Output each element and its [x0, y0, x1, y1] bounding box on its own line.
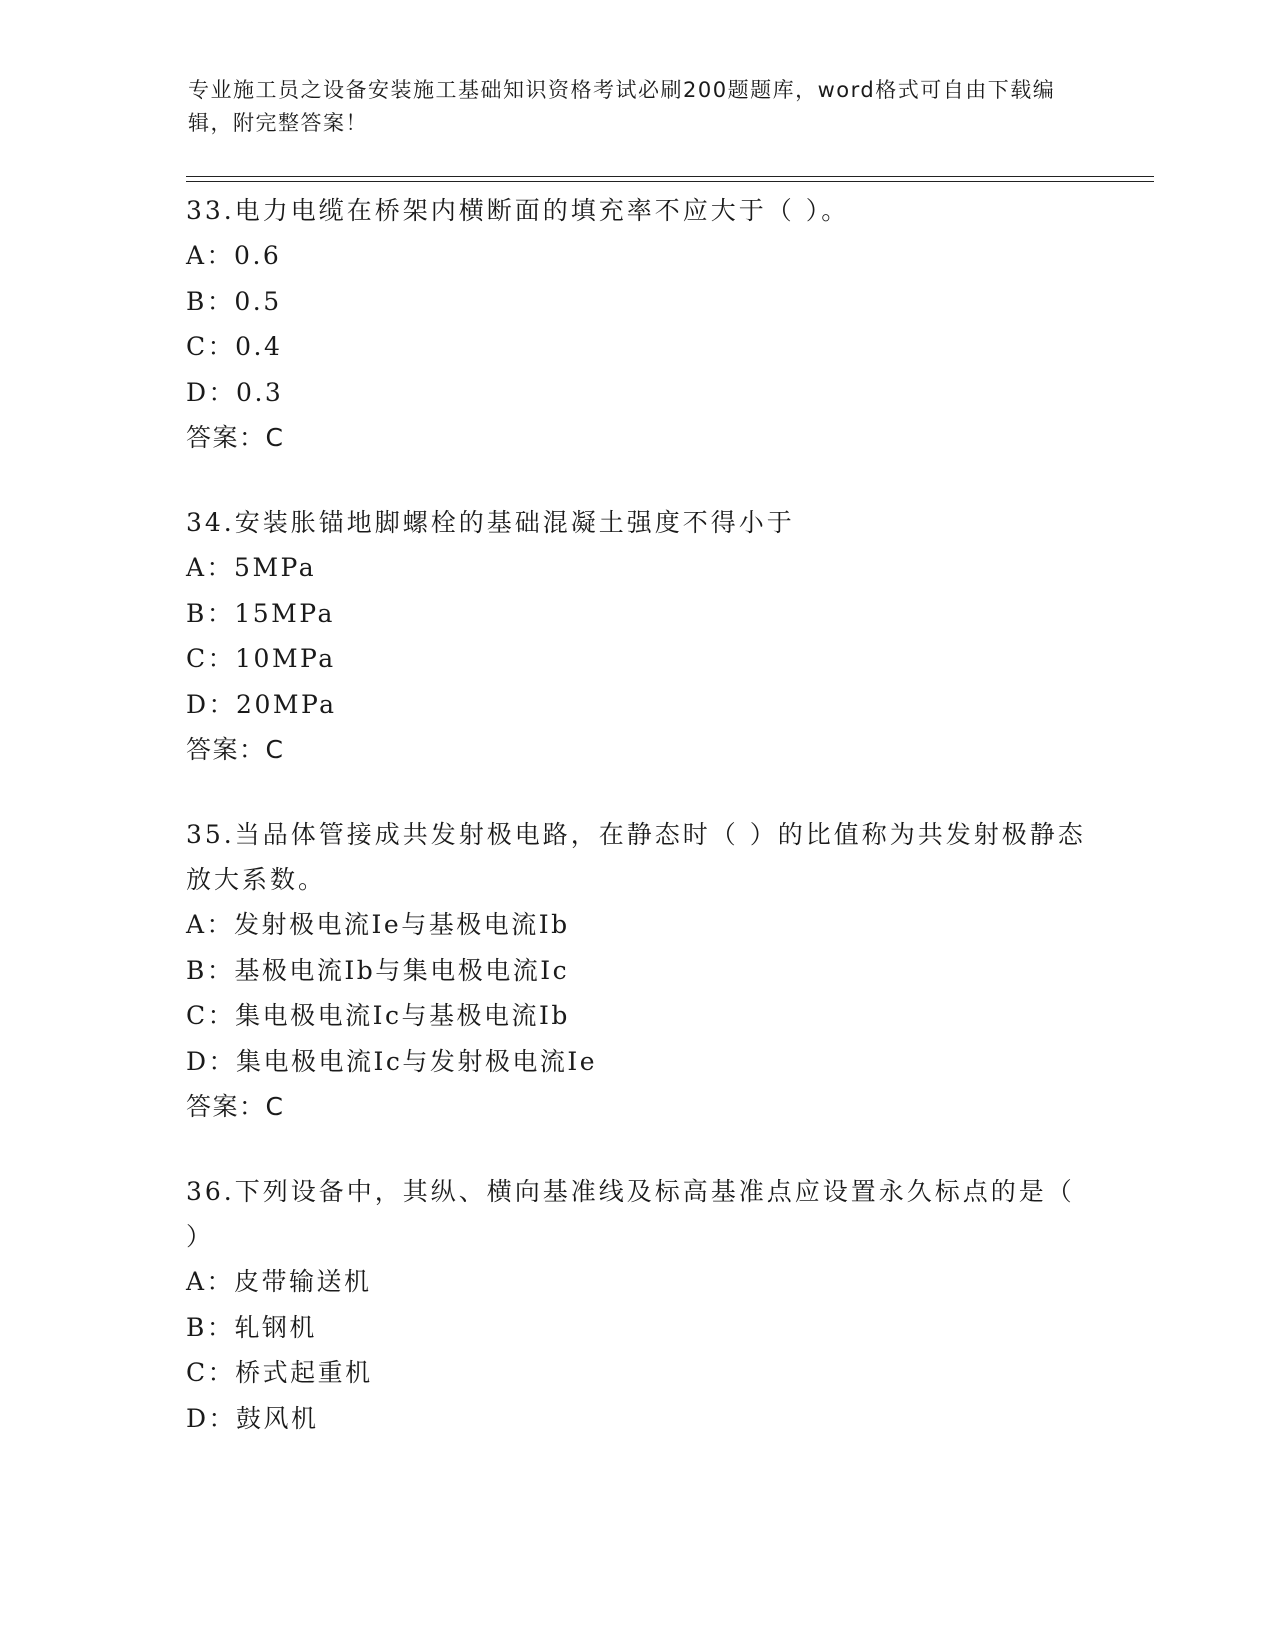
- question-36: [186, 1169, 1086, 1441]
- option-a: A：5MPa: [186, 553, 317, 582]
- option-a: A：0.6: [186, 241, 282, 270]
- option-c: C：桥式起重机: [186, 1358, 373, 1387]
- option-b: B：轧钢机: [186, 1312, 317, 1342]
- option-d: D：20MPa: [186, 689, 337, 719]
- option-a: A：发射极电流Ie与基极电流Ib: [186, 910, 570, 939]
- option-c: C：集电极电流Ic与基极电流Ib: [186, 1001, 570, 1030]
- answer: 答案：C: [186, 423, 285, 452]
- option-a: A：皮带输送机: [186, 1267, 372, 1296]
- option-c: C：0.4: [186, 332, 283, 361]
- question-text: 33.电力电缆在桥架内横断面的填充率不应大于（ ）。: [186, 196, 850, 225]
- question-text: 34.安装胀锚地脚螺栓的基础混凝土强度不得小于: [186, 508, 795, 537]
- question-list: [186, 188, 1086, 1481]
- option-b: B：基极电流Ib与集电极电流Ic: [186, 955, 570, 985]
- question-35: [186, 812, 1086, 1129]
- option-d: D：集电极电流Ic与发射极电流Ie: [186, 1046, 598, 1076]
- document-header: 专业施工员之设备安装施工基础知识资格考试必刷200题题库，word格式可自由下载编辑，附完整答案！: [188, 78, 1056, 135]
- option-d: D：0.3: [186, 377, 284, 407]
- header-divider-top: [186, 176, 1154, 177]
- question-34: [186, 500, 1086, 772]
- answer: 答案：C: [186, 1092, 285, 1121]
- answer: 答案：C: [186, 735, 285, 764]
- option-b: B：15MPa: [186, 598, 335, 628]
- question-33: [186, 188, 1086, 460]
- option-c: C：10MPa: [186, 644, 336, 673]
- header-divider-bottom: [186, 181, 1154, 182]
- question-text: 36.下列设备中，其纵、横向基准线及标高基准点应设置永久标点的是（ ）: [186, 1177, 1075, 1251]
- option-b: B：0.5: [186, 286, 282, 316]
- option-d: D：鼓风机: [186, 1403, 319, 1433]
- question-text: 35.当品体管接成共发射极电路，在静态时（ ）的比值称为共发射极静态放大系数。: [186, 820, 1086, 894]
